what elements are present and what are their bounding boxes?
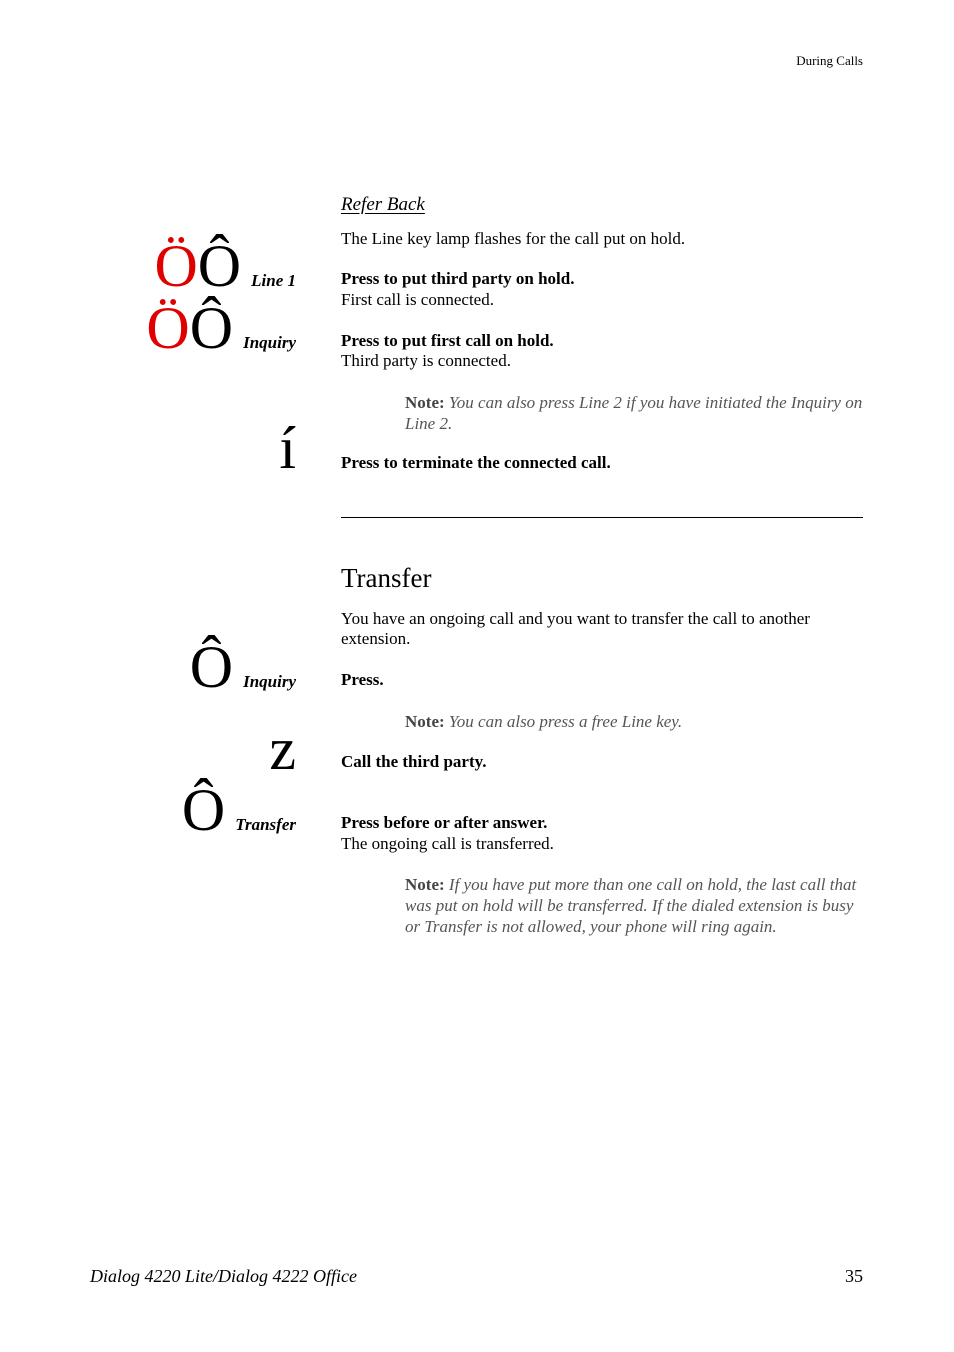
section-divider <box>341 517 863 518</box>
step-press-transfer-result: The ongoing call is transferred. <box>341 834 554 853</box>
inquiry-key-label: Inquiry <box>243 333 296 352</box>
note-transfer-hold <box>405 874 865 937</box>
note-line2 <box>405 392 865 434</box>
lamp-indicator-icon: Ö <box>154 233 198 299</box>
step-hold-third-party: Press to put third party on hold. <box>341 269 575 288</box>
refer-back-title: Refer Back <box>341 194 425 215</box>
step-hold-first-call-result: Third party is connected. <box>341 351 511 370</box>
dial-keypad-icon: z <box>269 716 296 782</box>
clear-key-icon: í <box>279 415 296 481</box>
key-button-icon: Ô <box>189 295 234 361</box>
dial-icon-group <box>269 716 296 782</box>
step-hold-first-call: Press to put first call on hold. <box>341 331 554 350</box>
note-text: You can also press Line 2 if you have initiated the Inquiry on Line 2. <box>405 393 863 433</box>
key-button-icon: Ô <box>189 634 234 700</box>
step-press-transfer: Press before or after answer. <box>341 813 548 832</box>
note-free-line <box>405 711 865 732</box>
note-label: Note: <box>405 712 445 731</box>
page-number: 35 <box>845 1266 863 1286</box>
transfer-title: Transfer <box>341 563 432 593</box>
running-header: During Calls <box>796 53 863 68</box>
transfer-key-label: Transfer <box>235 815 296 834</box>
step-terminate-call: Press to terminate the connected call. <box>341 453 611 472</box>
note-label: Note: <box>405 875 445 894</box>
inquiry-key-icon-group <box>146 295 296 361</box>
lamp-indicator-icon: Ö <box>146 295 190 361</box>
line1-key-label: Line 1 <box>251 271 296 290</box>
key-button-icon: Ô <box>181 777 226 843</box>
key-button-icon: Ô <box>197 233 242 299</box>
note-text: You can also press a free Line key. <box>448 712 683 731</box>
inquiry-key-label: Inquiry <box>243 672 296 691</box>
refer-back-intro: The Line key lamp flashes for the call put on hold. <box>341 229 686 248</box>
note-label: Note: <box>405 393 445 412</box>
step-hold-third-party-result: First call is connected. <box>341 290 494 309</box>
transfer-inquiry-icon-group <box>189 634 296 700</box>
clear-key-icon-group <box>279 415 296 481</box>
footer-product-name: Dialog 4220 Lite/Dialog 4222 Office <box>90 1266 357 1286</box>
step-press-inquiry: Press. <box>341 670 384 689</box>
transfer-intro: You have an ongoing call and you want to transfer the call to another extension. <box>341 609 810 648</box>
note-text: If you have put more than one call on hold, the last call that was put on hold will be transferred. If the dialed extension is busy or Transfer is not allowed, your phone will ring again. <box>405 875 857 936</box>
step-call-third-party: Call the third party. <box>341 752 487 771</box>
line1-key-icon-group <box>154 233 296 299</box>
transfer-key-icon-group <box>181 777 296 843</box>
